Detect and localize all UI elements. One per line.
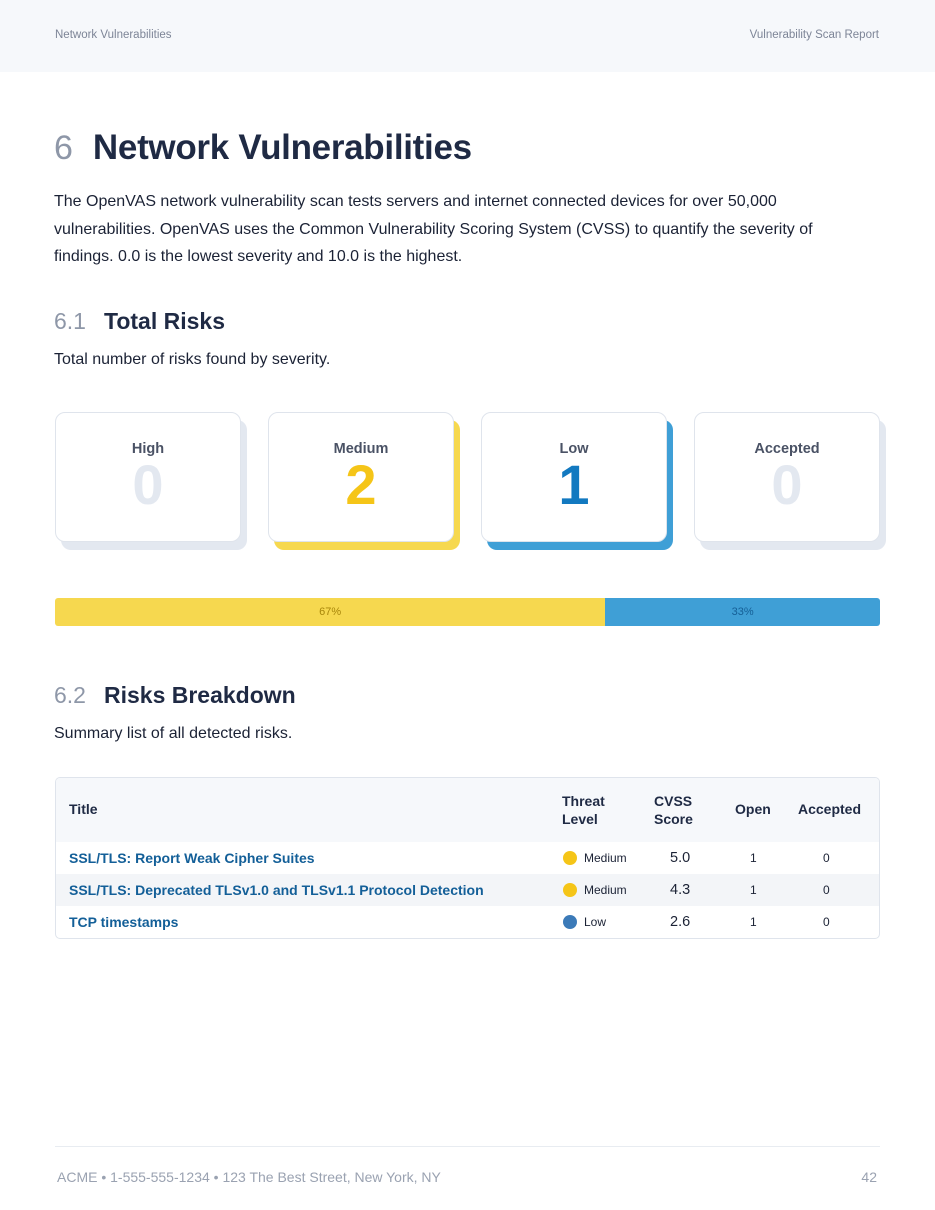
risk-card-label: Accepted	[754, 441, 820, 457]
total-risks-description: Total number of risks found by severity.	[54, 351, 331, 368]
threat-level-cell	[563, 842, 627, 874]
risk-card-count: 0	[132, 453, 164, 516]
risk-card-high	[55, 412, 247, 550]
risk-title-link[interactable]: SSL/TLS: Report Weak Cipher Suites	[69, 850, 315, 866]
section-heading	[54, 128, 472, 172]
risk-card-label: Medium	[333, 441, 389, 457]
section-title: Network Vulnerabilities	[92, 128, 472, 167]
distribution-segment-medium: 67%	[55, 598, 605, 626]
risk-card-count: 1	[558, 453, 590, 516]
total-risks-title: Total Risks	[103, 308, 225, 334]
threat-level-label: Medium	[584, 851, 627, 865]
table-row	[56, 874, 879, 906]
column-accepted: Accepted	[798, 801, 862, 817]
risk-card-count: 2	[345, 453, 377, 516]
table-header	[56, 778, 879, 842]
header-report-name: Vulnerability Scan Report	[749, 29, 879, 41]
cvss-score-cell: 5.0	[670, 850, 691, 866]
risk-title-link[interactable]: TCP timestamps	[69, 914, 179, 930]
risks-table	[55, 777, 880, 939]
risks-breakdown-description: Summary list of all detected risks.	[54, 725, 293, 742]
risk-card-body	[481, 412, 667, 542]
risk-card-label: Low	[559, 441, 589, 457]
section-intro: The OpenVAS network vulnerability scan tests servers and internet connected devices for over 50,000 vulnerabilities. OpenVAS uses the Common Vulnerability Scoring System (CVSS) to quantify the severity of findings. 0.0 is the lowest severity and 10.0 is the highest.	[54, 193, 813, 265]
cvss-score-cell: 4.3	[670, 882, 691, 898]
threat-level-label: Medium	[584, 883, 627, 897]
risk-title-link[interactable]: SSL/TLS: Deprecated TLSv1.0 and TLSv1.1 Protocol Detection	[69, 882, 484, 898]
risks-breakdown-heading	[54, 682, 296, 709]
risk-card-low	[481, 412, 673, 550]
column-open: Open	[735, 801, 771, 817]
page-header	[0, 0, 935, 72]
threat-dot-icon	[563, 883, 577, 897]
table-row	[56, 906, 879, 938]
total-risks-heading	[54, 308, 225, 335]
risks-breakdown-number: 6.2	[54, 682, 86, 708]
open-count-cell: 1	[750, 915, 757, 929]
distribution-segment-low: 33%	[605, 598, 880, 626]
cvss-score-cell: 2.6	[670, 914, 691, 930]
column-cvss-line1: CVSS	[654, 793, 693, 809]
footer-divider	[55, 1146, 880, 1147]
threat-level-label: Low	[584, 915, 607, 929]
threat-level-cell	[563, 874, 627, 906]
table-row	[56, 842, 879, 874]
risk-card-accepted	[694, 412, 886, 550]
risk-card-body	[694, 412, 880, 542]
header-section-name: Network Vulnerabilities	[55, 29, 172, 41]
severity-distribution-bar	[55, 598, 880, 626]
threat-dot-icon	[563, 915, 577, 929]
open-count-cell: 1	[750, 851, 757, 865]
section-number: 6	[54, 129, 73, 167]
risk-card-body	[268, 412, 454, 542]
threat-dot-icon	[563, 851, 577, 865]
risk-card-count: 0	[771, 453, 803, 516]
threat-level-cell	[563, 906, 606, 938]
accepted-count-cell: 0	[823, 883, 830, 897]
column-threat-line1: Threat	[562, 793, 605, 809]
column-cvss-line2: Score	[654, 811, 693, 827]
open-count-cell: 1	[750, 883, 757, 897]
page-number: 42	[861, 1169, 877, 1185]
footer-company-info: ACME • 1-555-555-1234 • 123 The Best Street, New York, NY	[57, 1169, 441, 1185]
risk-card-medium	[268, 412, 460, 550]
total-risks-number: 6.1	[54, 308, 86, 334]
column-threat-line2: Level	[562, 811, 598, 827]
risk-card-body	[55, 412, 241, 542]
column-title: Title	[69, 801, 98, 817]
column-cvss-score	[654, 792, 693, 828]
accepted-count-cell: 0	[823, 851, 830, 865]
risk-card-label: High	[131, 441, 165, 457]
accepted-count-cell: 0	[823, 915, 830, 929]
column-threat-level	[562, 792, 605, 828]
risks-breakdown-title: Risks Breakdown	[103, 682, 296, 708]
